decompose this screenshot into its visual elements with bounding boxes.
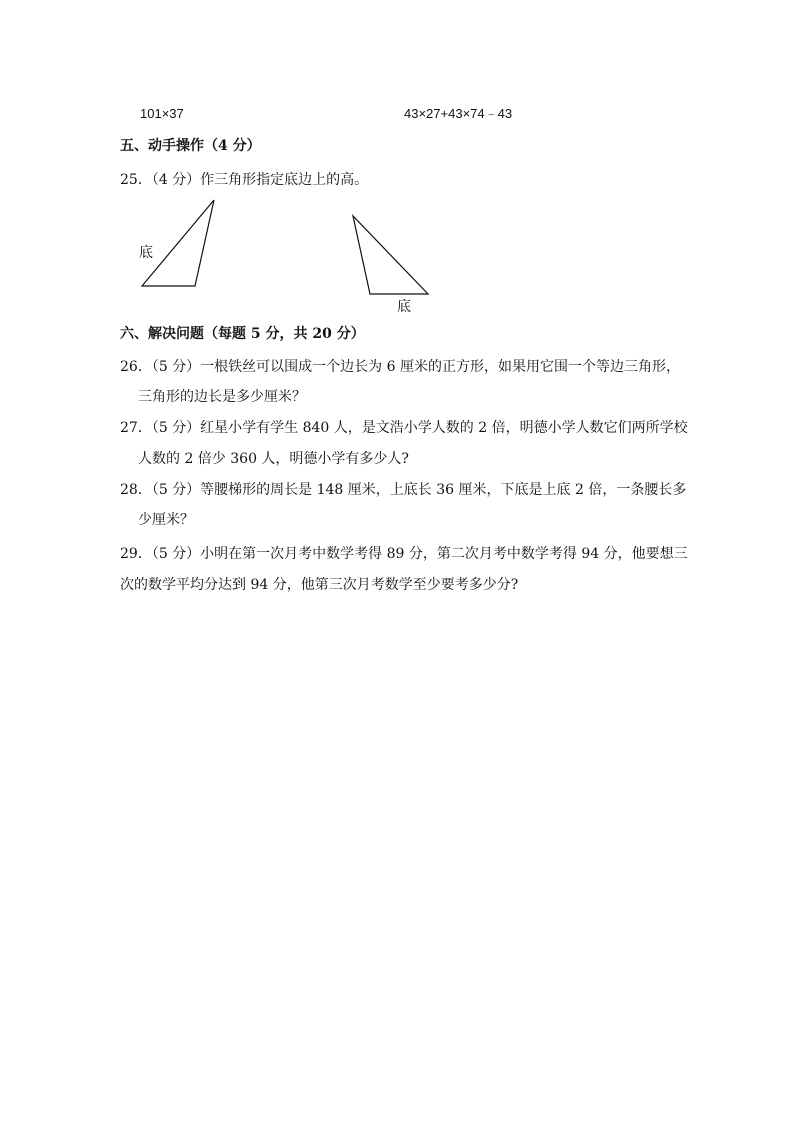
section-5-heading: 五、动手操作（4 分） [120,138,261,154]
triangle-right [353,216,428,294]
triangle-right-base-label: 底 [397,299,411,315]
calc-expression-right: 43×27+43×74﹣43 [404,106,513,121]
triangle-left-figure [0,0,794,340]
triangle-left [142,200,214,286]
question-29-line-1: 29．（5 分）小明在第一次月考中数学考得 89 分，第二次月考中数学考得 94 分，他要想三 [120,546,688,562]
question-29-line-2: 次的数学平均分达到 94 分，他第三次月考数学至少要考多少分? [120,577,519,593]
question-25-text: 25．（4 分）作三角形指定底边上的高。 [120,172,369,188]
question-26-line-2: 三角形的边长是多少厘米？ [138,389,306,405]
question-26-line-1: 26．（5 分）一根铁丝可以围成一个边长为 6 厘米的正方形，如果用它围一个等边三角形， [120,359,680,375]
question-28-line-1: 28．（5 分）等腰梯形的周长是 148 厘米，上底长 36 厘米，下底是上底 2 倍，一条腰长多 [120,482,687,498]
triangle-left-base-label: 底 [139,245,153,261]
question-28-line-2: 少厘米？ [138,512,194,528]
calc-expression-left: 101×37 [140,106,184,121]
question-27-line-1: 27．（5 分）红星小学有学生 840 人，是文浩小学人数的 2 倍，明德小学人数它们两所学校 [120,420,688,436]
question-27-line-2: 人数的 2 倍少 360 人，明德小学有多少人? [138,451,409,467]
section-6-heading: 六、解决问题（每题 5 分，共 20 分） [120,326,365,342]
